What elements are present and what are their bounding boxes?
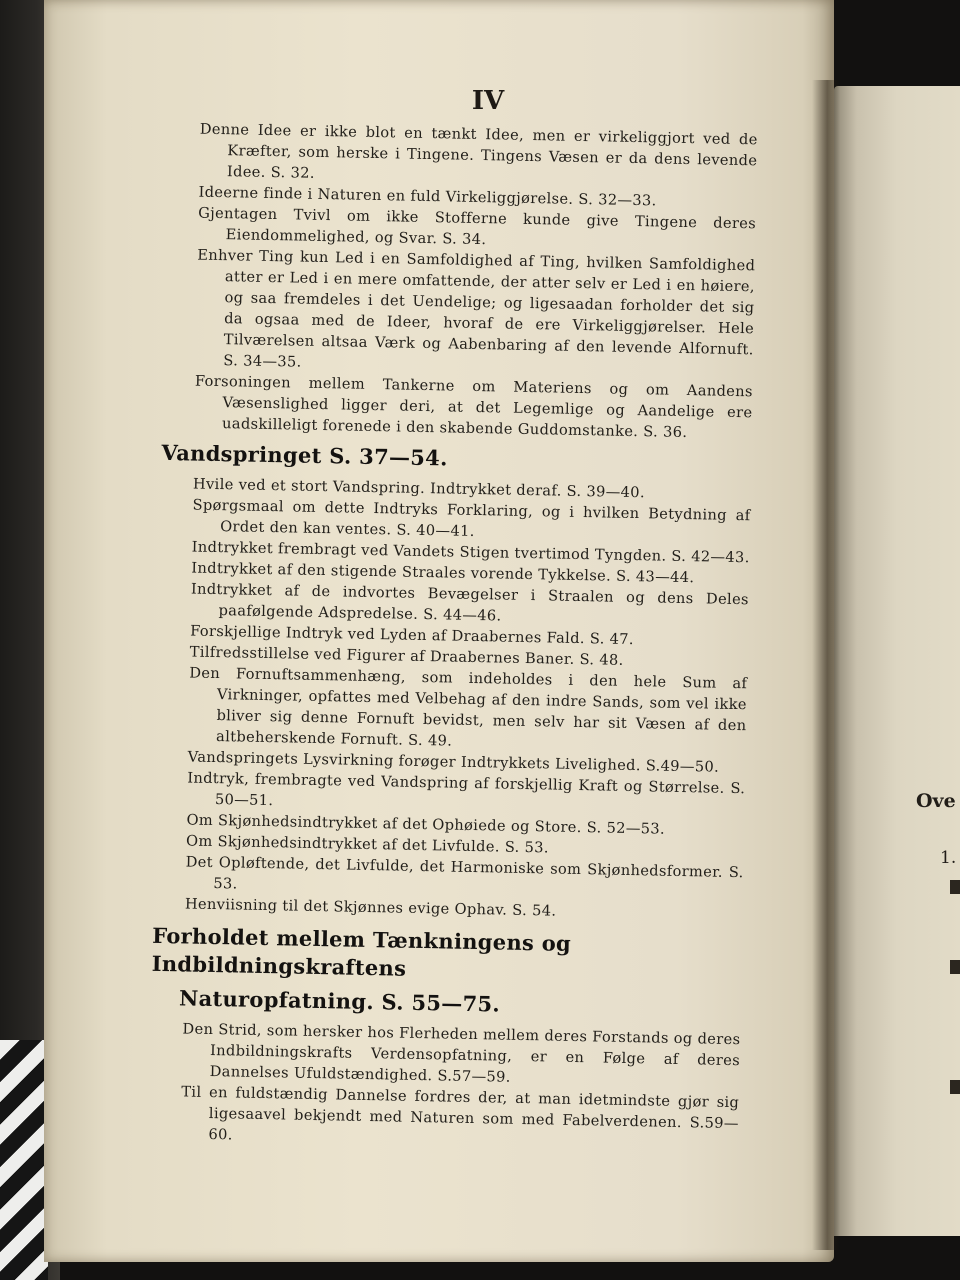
- toc-entry: Henviisning til det Skjønnes evige Ophav. S. 54.: [184, 895, 557, 920]
- toc-entry: Til en fuldstændig Dannelse fordres der, at man idetmindste gjør sig ligesaavel bekjendt med Naturen som med Fabelverdenen. S.59—60.: [181, 1083, 740, 1144]
- toc-entry: Den Fornuftsammenhæng, som indeholdes i den hele Sum af Virkninger, opfattes med Velbehag af den indre Sands, som vel ikke bliver sig denne Fornuft bevidst, men selv har sit Væsen af den altbeherskende Fornuft. S. 49.: [189, 664, 748, 750]
- striped-cloth: [0, 1040, 48, 1280]
- facing-page-text-fragment: [950, 880, 960, 894]
- book-gutter: [812, 80, 840, 1250]
- section-heading-vandspringet: Vandspringet S. 37—54.: [161, 439, 448, 471]
- toc-entry: Forsoningen mellem Tankerne om Materiens og om Aandens Væsenslighed ligger deri, at det Legemlige og Aandelige ere uadskilleligt forenede i den skabende Guddomstanke. S. 36.: [194, 372, 754, 442]
- toc-entry: Tilfredsstillelse ved Figurer af Draabernes Baner. S. 48.: [189, 643, 624, 669]
- page-number: IV: [471, 86, 505, 116]
- toc-entry: Indtrykket af de indvortes Bevægelser i Straalen og dens Deles paafølgende Adspredelse. S. 44—46.: [190, 580, 750, 625]
- section-heading-forholdet-cont: Naturopfatning. S. 55—75.: [178, 985, 501, 1017]
- page-content: [148, 118, 758, 1155]
- toc-entry: Ideerne finde i Naturen en fuld Virkeliggjørelse. S. 32—33.: [198, 183, 657, 210]
- toc-entry: Om Skjønhedsindtrykket af det Ophøiede og Store. S. 52—53.: [186, 811, 666, 838]
- toc-entry: Om Skjønhedsindtrykket af det Livfulde. S. 53.: [185, 832, 550, 857]
- toc-entry: Indtryk, frembragte ved Vandspring af forskjellig Kraft og Størrelse. S. 50—51.: [187, 769, 746, 810]
- toc-entry: Forskjellige Indtryk ved Lyden af Draabernes Fald. S. 47.: [189, 622, 635, 649]
- toc-entry: Det Opløftende, det Livfulde, det Harmoniske som Skjønhedsformer. S. 53.: [185, 853, 744, 893]
- toc-entry: Spørgsmaal om dette Indtryks Forklaring, og i hvilken Betydning af Ordet den kan ventes. S. 40—41.: [192, 496, 751, 540]
- toc-entry: Enhver Ting kun Led i en Samfoldighed af Ting, hvilken Samfoldighed atter er Led i en mere omfattende, der atter selv er Led i en høiere, og saa fremdeles i det Uendelige; og ligesaadan forholder det sig da ogsaa med de Ideer, hvoraf de ere Virkeliggjørelser. Hele Tilværelsen altsaa Værk og Aabenbaring af den levende Alfornuft. S. 34—35.: [197, 246, 756, 371]
- toc-entry: Den Strid, som hersker hos Flerheden mellem deres Forstands og deres Indbildningskrafts Verdensopfatning, er en Følge af deres Dannelses Ufuldstændighed. S.57—59.: [182, 1020, 741, 1086]
- toc-entry: Hvile ved et stort Vandspring. Indtrykket deraf. S. 39—40.: [192, 475, 646, 502]
- toc-entry: Vandspringets Lysvirkning forøger Indtrykkets Livelighed. S.49—50.: [187, 748, 720, 776]
- toc-entry: Indtrykket af den stigende Straales vorende Tykkelse. S. 43—44.: [191, 559, 695, 587]
- toc-entry: Gjentagen Tvivl om ikke Stofferne kunde give Tingene deres Eiendommelighed, og Svar. S. 34.: [198, 204, 757, 249]
- right-page: [834, 86, 960, 1236]
- facing-page-text-fragment: [950, 960, 960, 974]
- toc-entry: Indtrykket frembragt ved Vandets Stigen tvertimod Tyngden. S. 42—43.: [191, 538, 750, 567]
- section-heading-forholdet: Forholdet mellem Tænkningens og Indbildningskraftens: [151, 922, 572, 981]
- facing-page-number-fragment: 1.: [940, 848, 957, 868]
- toc-entry: Denne Idee er ikke blot en tænkt Idee, men er virkeliggjort ved de Kræfter, som herske i Tingene. Tingens Væsen er da dens levende Idee. S. 32.: [199, 120, 758, 182]
- facing-page-text-fragment: [950, 1080, 960, 1094]
- facing-page-heading-fragment: Ove: [916, 790, 956, 812]
